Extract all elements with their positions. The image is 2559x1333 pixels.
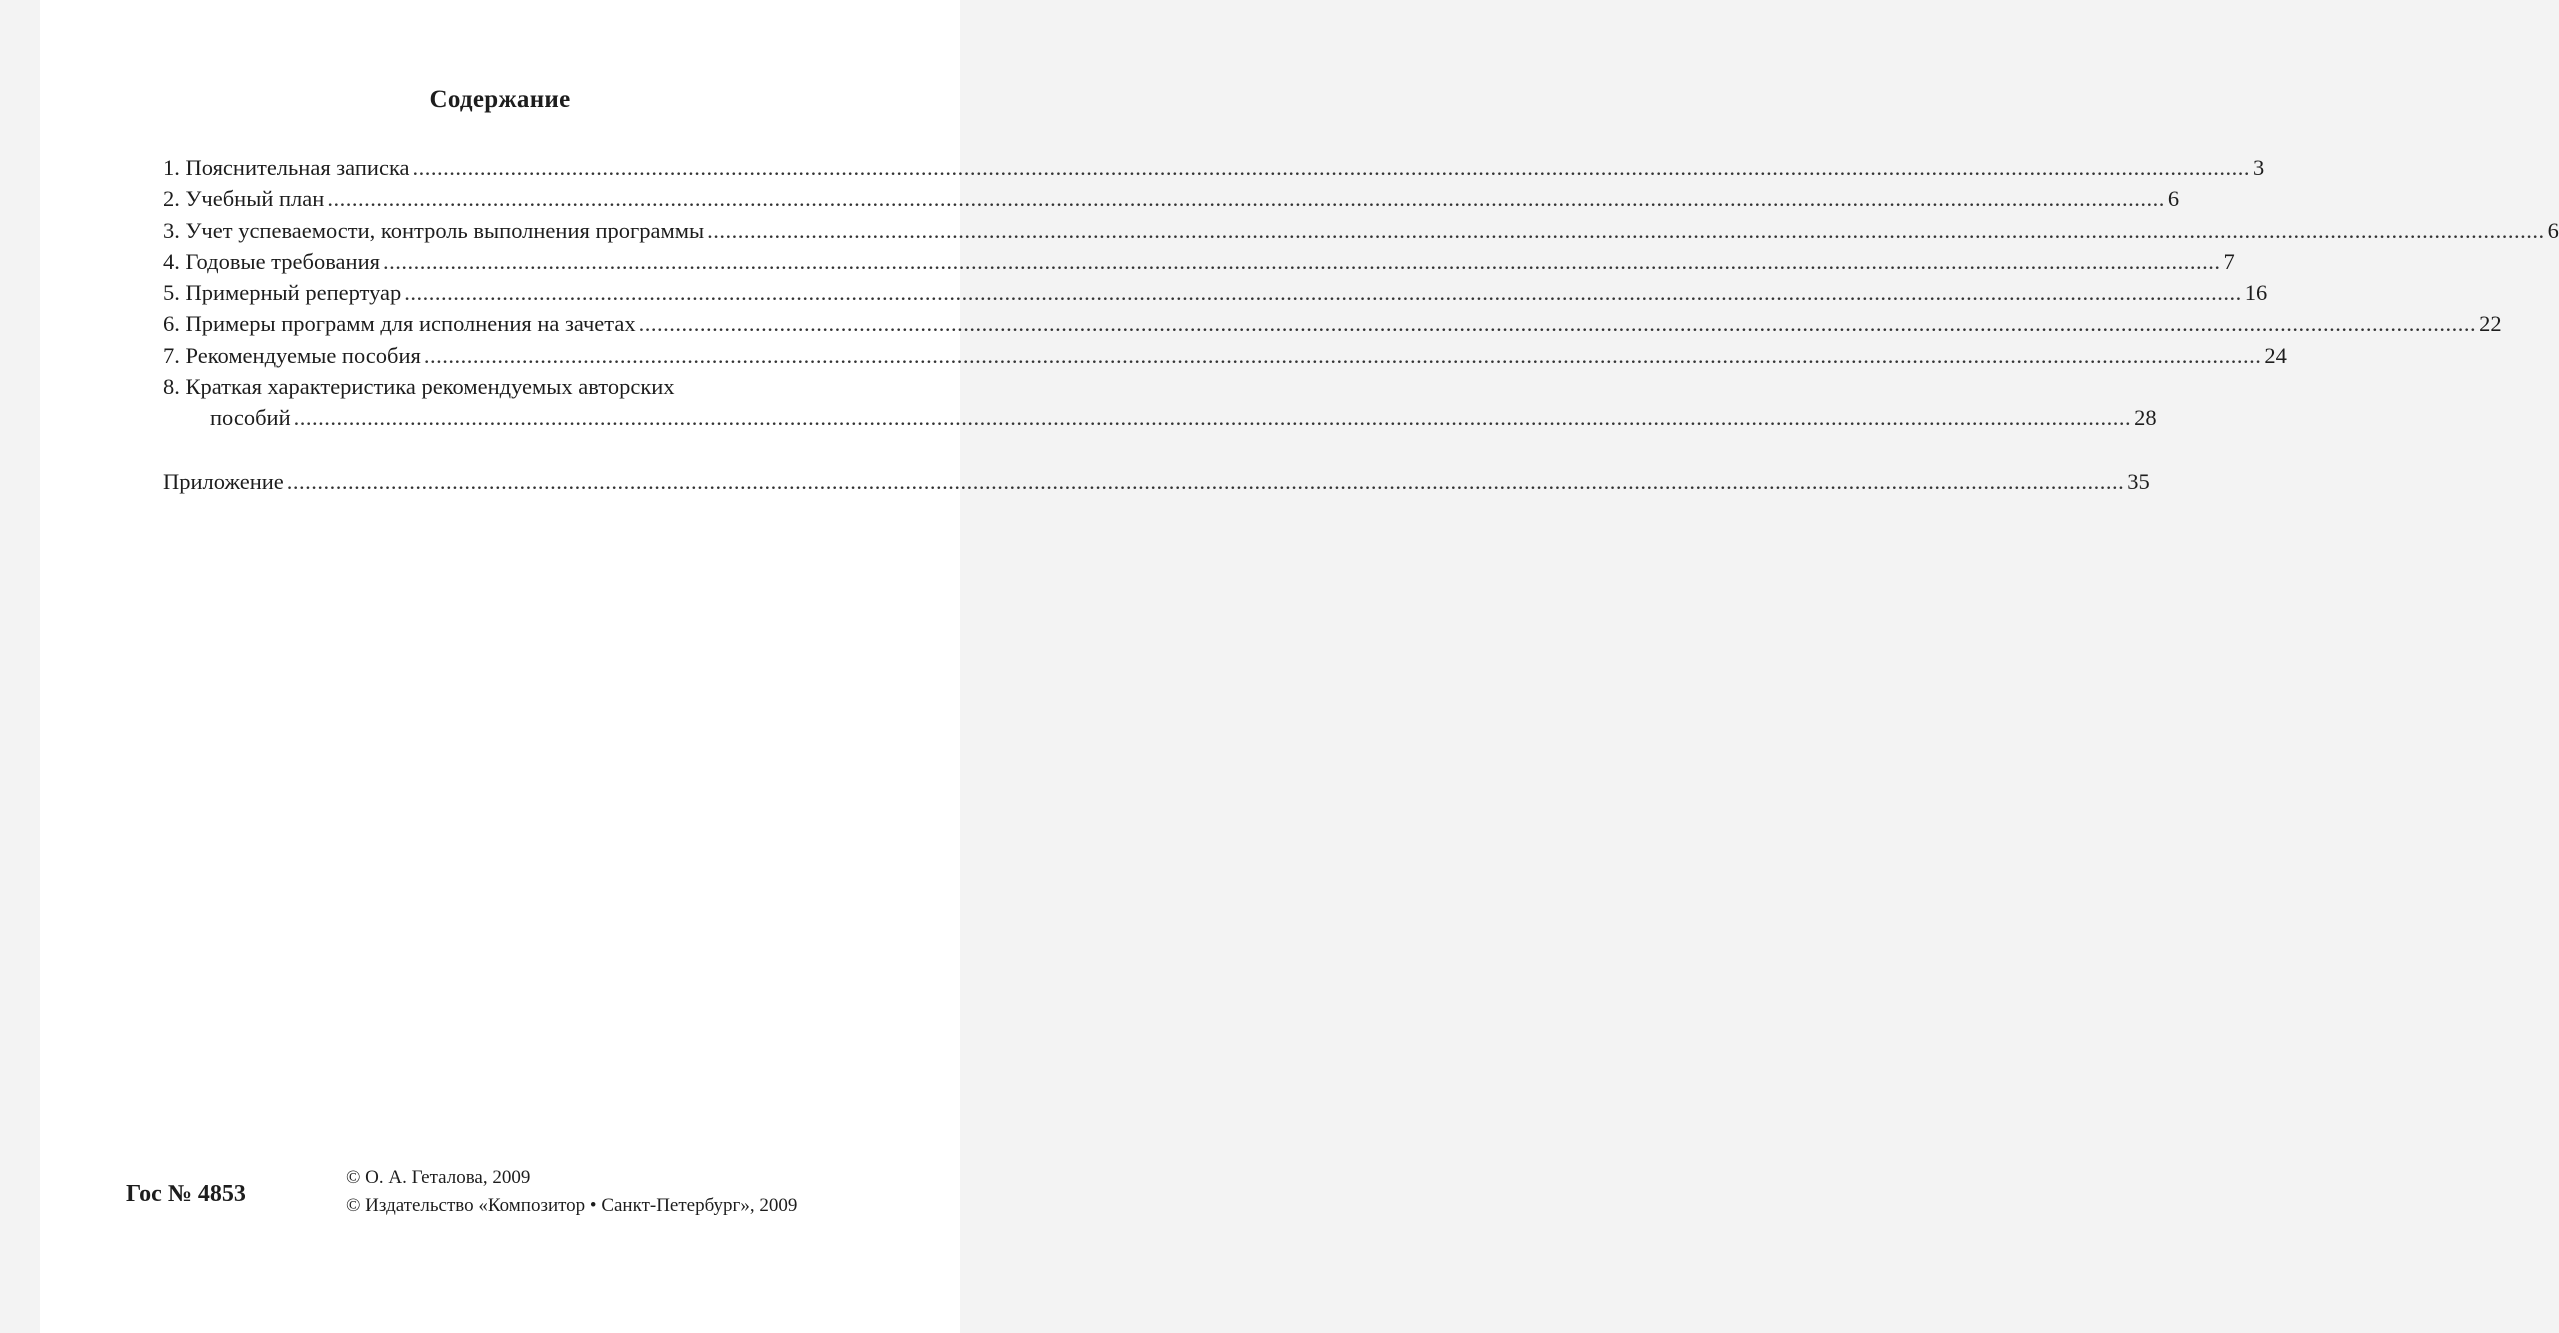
- toc-page-number: 28: [2134, 405, 2157, 431]
- toc-entry-label: 5. Примерный репертуар: [163, 280, 402, 306]
- toc-page-number: 6: [2547, 217, 2559, 243]
- copyright-author: © О. А. Геталова, 2009: [346, 1167, 531, 1188]
- toc-entry-appendix: [163, 466, 2150, 497]
- toc-entry-label: 7. Рекомендуемые пособия: [163, 342, 421, 368]
- toc-entry-label: 1. Пояснительная записка: [163, 155, 410, 180]
- toc-entry-6: [163, 308, 2502, 339]
- toc-page-number: 6: [2167, 186, 2180, 212]
- toc-entry-8: [163, 371, 853, 402]
- toc-leader-dots: ............................................................................................................................................................................................................................................................................................................: [638, 311, 2477, 337]
- toc-leader-dots: ............................................................................................................................................................................................................................................................................................................: [423, 342, 2262, 368]
- toc-leader-dots: ............................................................................................................................................................................................................................................................................................................: [382, 248, 2221, 274]
- toc-entry-7: [163, 340, 2287, 371]
- copyright-block: [346, 1164, 797, 1220]
- toc-leader-dots: ............................................................................................................................................................................................................................................................................................................: [293, 405, 2132, 431]
- toc-page-number: 35: [2127, 468, 2150, 494]
- toc-entry-label: Приложение: [163, 468, 284, 494]
- page-title: Содержание: [429, 86, 571, 113]
- toc-entry-label: 6. Примеры программ для исполнения на зачетах: [163, 311, 636, 337]
- table-of-contents: [163, 152, 2559, 497]
- toc-entry-1: [163, 152, 2265, 183]
- toc-page-number: 3: [2253, 155, 2265, 180]
- toc-entry-8-continued: [163, 402, 2157, 433]
- toc-entry-5: [163, 277, 2268, 308]
- toc-entry-label: 3. Учет успеваемости, контроль выполнения программы: [163, 217, 705, 243]
- toc-leader-dots: ............................................................................................................................................................................................................................................................................................................: [707, 217, 2545, 243]
- toc-page-number: 22: [2479, 311, 2502, 337]
- toc-entry-2: [163, 183, 2180, 214]
- toc-page-number: 24: [2264, 342, 2287, 368]
- toc-page-number: 16: [2244, 280, 2268, 306]
- toc-entry-3: [163, 215, 2559, 246]
- toc-leader-dots: ............................................................................................................................................................................................................................................................................................................: [404, 280, 2242, 306]
- toc-page-number: 7: [2223, 248, 2235, 274]
- toc-entry-label-continued: пособий: [210, 405, 291, 431]
- copyright-publisher: © Издательство «Композитор • Санкт-Петербург», 2009: [346, 1195, 798, 1216]
- toc-entry-label: 2. Учебный план: [163, 186, 325, 212]
- toc-leader-dots: ............................................................................................................................................................................................................................................................................................................: [286, 468, 2125, 494]
- toc-entry-4: [163, 246, 2235, 277]
- toc-entry-label: 4. Годовые требования: [163, 248, 380, 274]
- toc-entry-label: 8. Краткая характеристика рекомендуемых авторских: [163, 374, 675, 400]
- gos-number: Гос № 4853: [126, 1181, 246, 1207]
- toc-leader-dots: ............................................................................................................................................................................................................................................................................................................: [412, 155, 2251, 180]
- toc-leader-dots: ............................................................................................................................................................................................................................................................................................................: [327, 186, 2165, 212]
